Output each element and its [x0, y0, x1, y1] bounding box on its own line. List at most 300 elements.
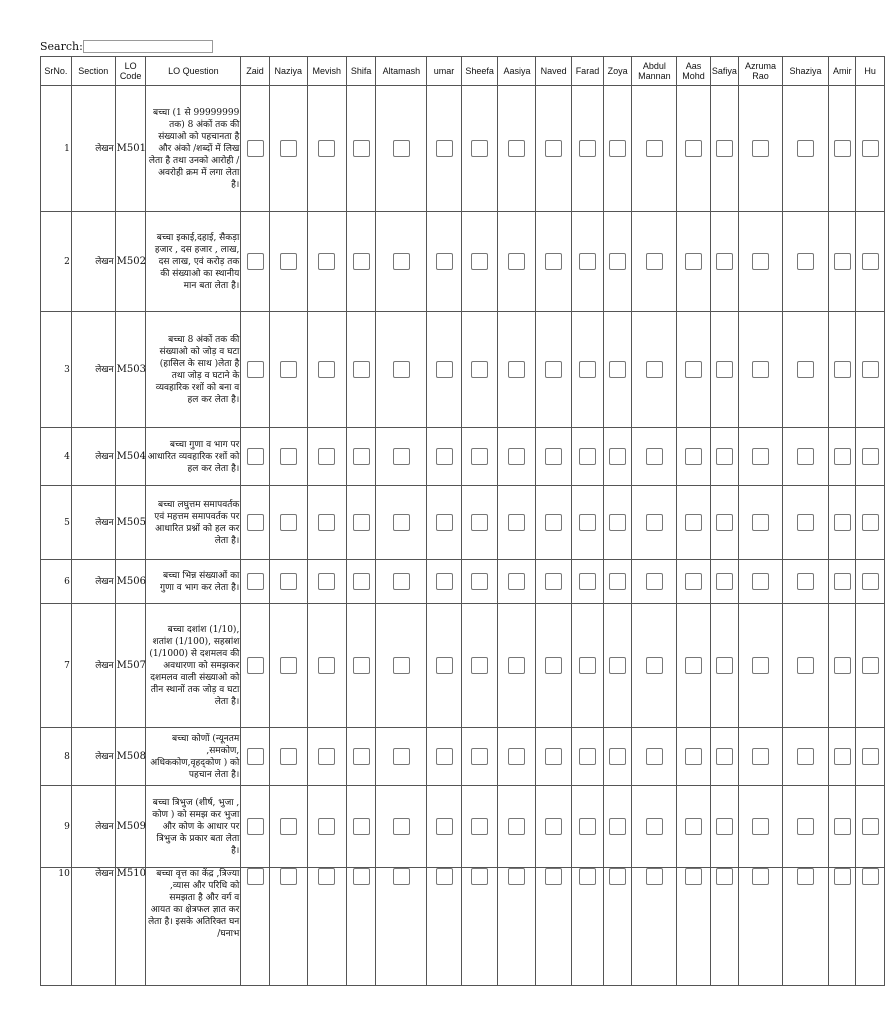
cell-checkbox [829, 486, 856, 560]
attendance-checkbox[interactable] [318, 253, 335, 270]
attendance-checkbox[interactable] [436, 361, 453, 378]
attendance-checkbox[interactable] [436, 573, 453, 590]
attendance-checkbox[interactable] [752, 657, 769, 674]
cell-checkbox [269, 868, 307, 986]
attendance-checkbox[interactable] [579, 573, 596, 590]
attendance-checkbox[interactable] [247, 748, 264, 765]
attendance-checkbox[interactable] [436, 868, 453, 885]
attendance-checkbox[interactable] [646, 818, 663, 835]
attendance-checkbox[interactable] [752, 573, 769, 590]
attendance-checkbox[interactable] [797, 361, 814, 378]
attendance-checkbox[interactable] [318, 748, 335, 765]
cell-srno: 10 [41, 868, 72, 986]
search-input[interactable] [83, 40, 213, 53]
attendance-checkbox[interactable] [609, 748, 626, 765]
attendance-checkbox[interactable] [353, 361, 370, 378]
cell-checkbox [603, 868, 631, 986]
attendance-checkbox[interactable] [862, 657, 879, 674]
cell-checkbox [856, 86, 885, 212]
col-student: Zoya [603, 57, 631, 86]
attendance-checkbox[interactable] [247, 573, 264, 590]
attendance-checkbox[interactable] [685, 361, 702, 378]
attendance-checkbox[interactable] [862, 748, 879, 765]
attendance-checkbox[interactable] [797, 253, 814, 270]
attendance-checkbox[interactable] [280, 514, 297, 531]
attendance-checkbox[interactable] [318, 868, 335, 885]
cell-checkbox [710, 786, 738, 868]
attendance-checkbox[interactable] [545, 361, 562, 378]
cell-checkbox [241, 212, 269, 312]
attendance-checkbox[interactable] [247, 818, 264, 835]
cell-checkbox [346, 604, 376, 728]
attendance-checkbox[interactable] [280, 818, 297, 835]
col-student: Shifa [346, 57, 376, 86]
cell-srno: 5 [41, 486, 72, 560]
cell-checkbox [307, 868, 346, 986]
attendance-checkbox[interactable] [280, 868, 297, 885]
attendance-checkbox[interactable] [393, 573, 410, 590]
attendance-checkbox[interactable] [834, 657, 851, 674]
cell-lo-question: बच्चा त्रिभुज (शीर्ष, भुजा , कोण ) को समझ कर भुजा और कोण के आधार पर त्रिभुज के प्रकार बता लेता है। [146, 786, 241, 868]
cell-checkbox [376, 312, 427, 428]
cell-checkbox [829, 604, 856, 728]
attendance-checkbox[interactable] [609, 868, 626, 885]
col-student: Zaid [241, 57, 269, 86]
attendance-checkbox[interactable] [508, 253, 525, 270]
attendance-checkbox[interactable] [545, 253, 562, 270]
table-row [41, 428, 885, 486]
attendance-checkbox[interactable] [579, 657, 596, 674]
cell-srno: 1 [41, 86, 72, 212]
attendance-checkbox[interactable] [834, 140, 851, 157]
attendance-checkbox[interactable] [353, 448, 370, 465]
cell-checkbox [677, 212, 710, 312]
attendance-checkbox[interactable] [280, 657, 297, 674]
cell-checkbox [632, 428, 677, 486]
cell-lo-code: M505 [115, 486, 146, 560]
attendance-checkbox[interactable] [716, 657, 733, 674]
col-student: Azruma Rao [739, 57, 783, 86]
attendance-checkbox[interactable] [247, 448, 264, 465]
cell-checkbox [782, 212, 828, 312]
cell-section: लेखन [71, 560, 115, 604]
lo-table [40, 56, 885, 986]
attendance-checkbox[interactable] [353, 140, 370, 157]
cell-checkbox [739, 312, 783, 428]
attendance-checkbox[interactable] [834, 448, 851, 465]
attendance-checkbox[interactable] [508, 657, 525, 674]
attendance-checkbox[interactable] [508, 868, 525, 885]
cell-checkbox [856, 212, 885, 312]
attendance-checkbox[interactable] [545, 657, 562, 674]
table-row [41, 786, 885, 868]
attendance-checkbox[interactable] [508, 361, 525, 378]
attendance-checkbox[interactable] [508, 140, 525, 157]
cell-checkbox [829, 786, 856, 868]
attendance-checkbox[interactable] [393, 868, 410, 885]
attendance-checkbox[interactable] [318, 818, 335, 835]
attendance-checkbox[interactable] [752, 748, 769, 765]
attendance-checkbox[interactable] [247, 868, 264, 885]
attendance-checkbox[interactable] [862, 253, 879, 270]
attendance-checkbox[interactable] [834, 573, 851, 590]
attendance-checkbox[interactable] [609, 573, 626, 590]
cell-checkbox [427, 428, 461, 486]
cell-lo-code: M501 [115, 86, 146, 212]
cell-checkbox [346, 486, 376, 560]
cell-section: लेखन [71, 786, 115, 868]
cell-lo-code: M502 [115, 212, 146, 312]
cell-checkbox [782, 86, 828, 212]
attendance-checkbox[interactable] [716, 361, 733, 378]
col-student: umar [427, 57, 461, 86]
attendance-checkbox[interactable] [247, 514, 264, 531]
cell-checkbox [461, 212, 498, 312]
attendance-checkbox[interactable] [393, 140, 410, 157]
cell-checkbox [346, 728, 376, 786]
cell-checkbox [603, 312, 631, 428]
attendance-checkbox[interactable] [752, 818, 769, 835]
cell-checkbox [856, 486, 885, 560]
cell-checkbox [427, 86, 461, 212]
attendance-checkbox[interactable] [545, 448, 562, 465]
cell-checkbox [632, 868, 677, 986]
attendance-checkbox[interactable] [318, 361, 335, 378]
attendance-checkbox[interactable] [579, 514, 596, 531]
attendance-checkbox[interactable] [393, 818, 410, 835]
cell-checkbox [307, 604, 346, 728]
cell-checkbox [677, 560, 710, 604]
attendance-checkbox[interactable] [280, 140, 297, 157]
attendance-checkbox[interactable] [318, 140, 335, 157]
attendance-checkbox[interactable] [247, 140, 264, 157]
attendance-checkbox[interactable] [393, 361, 410, 378]
attendance-checkbox[interactable] [797, 140, 814, 157]
attendance-checkbox[interactable] [862, 868, 879, 885]
attendance-checkbox[interactable] [353, 748, 370, 765]
cell-checkbox [571, 486, 603, 560]
col-student: Abdul Mannan [632, 57, 677, 86]
cell-checkbox [632, 728, 677, 786]
cell-checkbox [571, 868, 603, 986]
attendance-checkbox[interactable] [545, 818, 562, 835]
attendance-checkbox[interactable] [545, 748, 562, 765]
attendance-checkbox[interactable] [716, 818, 733, 835]
attendance-checkbox[interactable] [752, 448, 769, 465]
cell-checkbox [346, 786, 376, 868]
table-row [41, 728, 885, 786]
cell-checkbox [346, 86, 376, 212]
cell-checkbox [498, 486, 536, 560]
attendance-checkbox[interactable] [471, 748, 488, 765]
cell-checkbox [461, 560, 498, 604]
cell-checkbox [376, 86, 427, 212]
attendance-checkbox[interactable] [834, 868, 851, 885]
attendance-checkbox[interactable] [646, 361, 663, 378]
attendance-checkbox[interactable] [646, 514, 663, 531]
table-container [40, 56, 876, 1024]
cell-checkbox [461, 728, 498, 786]
cell-checkbox [498, 868, 536, 986]
col-student: Sheefa [461, 57, 498, 86]
attendance-checkbox[interactable] [646, 253, 663, 270]
attendance-checkbox[interactable] [471, 573, 488, 590]
cell-checkbox [739, 486, 783, 560]
cell-checkbox [829, 86, 856, 212]
attendance-checkbox[interactable] [545, 514, 562, 531]
attendance-checkbox[interactable] [646, 140, 663, 157]
attendance-checkbox[interactable] [752, 868, 769, 885]
attendance-checkbox[interactable] [508, 748, 525, 765]
cell-checkbox [632, 212, 677, 312]
cell-checkbox [856, 428, 885, 486]
attendance-checkbox[interactable] [797, 818, 814, 835]
attendance-checkbox[interactable] [280, 448, 297, 465]
attendance-checkbox[interactable] [471, 140, 488, 157]
attendance-checkbox[interactable] [436, 818, 453, 835]
cell-checkbox [536, 486, 572, 560]
attendance-checkbox[interactable] [862, 140, 879, 157]
attendance-checkbox[interactable] [716, 140, 733, 157]
attendance-checkbox[interactable] [685, 748, 702, 765]
attendance-checkbox[interactable] [280, 253, 297, 270]
attendance-checkbox[interactable] [471, 657, 488, 674]
attendance-checkbox[interactable] [609, 514, 626, 531]
attendance-checkbox[interactable] [471, 361, 488, 378]
cell-checkbox [536, 604, 572, 728]
cell-checkbox [571, 786, 603, 868]
cell-lo-code: M510 [115, 868, 146, 986]
cell-checkbox [427, 486, 461, 560]
attendance-checkbox[interactable] [579, 140, 596, 157]
attendance-checkbox[interactable] [716, 748, 733, 765]
cell-checkbox [346, 212, 376, 312]
cell-checkbox [427, 312, 461, 428]
cell-lo-question: बच्चा भिन्न संख्याओं का गुणा व भाग कर लेता है। [146, 560, 241, 604]
cell-checkbox [856, 604, 885, 728]
table-row [41, 212, 885, 312]
attendance-checkbox[interactable] [752, 514, 769, 531]
attendance-checkbox[interactable] [862, 361, 879, 378]
attendance-checkbox[interactable] [834, 748, 851, 765]
attendance-checkbox[interactable] [280, 748, 297, 765]
attendance-checkbox[interactable] [834, 361, 851, 378]
attendance-checkbox[interactable] [797, 748, 814, 765]
attendance-checkbox[interactable] [716, 573, 733, 590]
table-row [41, 312, 885, 428]
attendance-checkbox[interactable] [436, 140, 453, 157]
attendance-checkbox[interactable] [685, 868, 702, 885]
attendance-checkbox[interactable] [579, 748, 596, 765]
attendance-checkbox[interactable] [834, 514, 851, 531]
col-student: Hu [856, 57, 885, 86]
cell-checkbox [710, 728, 738, 786]
header-row [41, 57, 885, 86]
cell-checkbox [241, 486, 269, 560]
search-bar [40, 40, 213, 53]
attendance-checkbox[interactable] [579, 868, 596, 885]
attendance-checkbox[interactable] [508, 818, 525, 835]
cell-checkbox [782, 786, 828, 868]
attendance-checkbox[interactable] [685, 253, 702, 270]
attendance-checkbox[interactable] [353, 818, 370, 835]
attendance-checkbox[interactable] [393, 748, 410, 765]
attendance-checkbox[interactable] [646, 573, 663, 590]
attendance-checkbox[interactable] [579, 253, 596, 270]
attendance-checkbox[interactable] [797, 448, 814, 465]
attendance-checkbox[interactable] [752, 361, 769, 378]
attendance-checkbox[interactable] [508, 573, 525, 590]
cell-srno: 2 [41, 212, 72, 312]
cell-checkbox [782, 728, 828, 786]
attendance-checkbox[interactable] [318, 514, 335, 531]
attendance-checkbox[interactable] [862, 573, 879, 590]
attendance-checkbox[interactable] [471, 514, 488, 531]
attendance-checkbox[interactable] [752, 140, 769, 157]
attendance-checkbox[interactable] [685, 818, 702, 835]
attendance-checkbox[interactable] [579, 448, 596, 465]
attendance-checkbox[interactable] [609, 253, 626, 270]
attendance-checkbox[interactable] [862, 514, 879, 531]
attendance-checkbox[interactable] [318, 573, 335, 590]
attendance-checkbox[interactable] [353, 253, 370, 270]
cell-section: लेखन [71, 212, 115, 312]
attendance-checkbox[interactable] [436, 448, 453, 465]
attendance-checkbox[interactable] [609, 448, 626, 465]
attendance-checkbox[interactable] [353, 573, 370, 590]
attendance-checkbox[interactable] [471, 868, 488, 885]
attendance-checkbox[interactable] [646, 868, 663, 885]
attendance-checkbox[interactable] [834, 818, 851, 835]
attendance-checkbox[interactable] [609, 657, 626, 674]
attendance-checkbox[interactable] [353, 514, 370, 531]
cell-checkbox [461, 86, 498, 212]
cell-srno: 8 [41, 728, 72, 786]
attendance-checkbox[interactable] [797, 573, 814, 590]
table-row [41, 560, 885, 604]
attendance-checkbox[interactable] [752, 253, 769, 270]
cell-lo-question: बच्चा कोणों (न्यूनतम ,समकोण, अधिककोण,वृहद्कोण ) को पहचान लेता है। [146, 728, 241, 786]
attendance-checkbox[interactable] [834, 253, 851, 270]
attendance-checkbox[interactable] [862, 818, 879, 835]
attendance-checkbox[interactable] [797, 514, 814, 531]
attendance-checkbox[interactable] [685, 657, 702, 674]
attendance-checkbox[interactable] [685, 140, 702, 157]
attendance-checkbox[interactable] [280, 361, 297, 378]
attendance-checkbox[interactable] [545, 573, 562, 590]
cell-checkbox [241, 312, 269, 428]
cell-checkbox [307, 312, 346, 428]
cell-checkbox [241, 604, 269, 728]
attendance-checkbox[interactable] [545, 140, 562, 157]
cell-checkbox [307, 212, 346, 312]
col-student: Shaziya [782, 57, 828, 86]
attendance-checkbox[interactable] [797, 868, 814, 885]
cell-checkbox [856, 560, 885, 604]
attendance-checkbox[interactable] [280, 573, 297, 590]
attendance-checkbox[interactable] [353, 868, 370, 885]
cell-section: लेखन [71, 86, 115, 212]
cell-checkbox [632, 560, 677, 604]
attendance-checkbox[interactable] [545, 868, 562, 885]
cell-lo-code: M509 [115, 786, 146, 868]
attendance-checkbox[interactable] [247, 657, 264, 674]
attendance-checkbox[interactable] [318, 657, 335, 674]
attendance-checkbox[interactable] [609, 140, 626, 157]
attendance-checkbox[interactable] [318, 448, 335, 465]
cell-checkbox [829, 312, 856, 428]
cell-checkbox [376, 212, 427, 312]
cell-checkbox [498, 786, 536, 868]
cell-checkbox [571, 312, 603, 428]
attendance-checkbox[interactable] [685, 448, 702, 465]
attendance-checkbox[interactable] [716, 253, 733, 270]
attendance-checkbox[interactable] [685, 514, 702, 531]
cell-checkbox [677, 868, 710, 986]
cell-lo-question: बच्चा दशांश (1/10), शतांश (1/100), सहस्रांश (1/1000) से दशमलव की अवधारणा को समझकर दशमलव वाली संख्याओ को तीन स्थानों तक जोड़ व घटा लेता है। [146, 604, 241, 728]
cell-checkbox [677, 786, 710, 868]
cell-checkbox [536, 728, 572, 786]
attendance-checkbox[interactable] [393, 253, 410, 270]
attendance-checkbox[interactable] [508, 514, 525, 531]
attendance-checkbox[interactable] [393, 514, 410, 531]
attendance-checkbox[interactable] [471, 818, 488, 835]
cell-checkbox [536, 86, 572, 212]
attendance-checkbox[interactable] [646, 448, 663, 465]
attendance-checkbox[interactable] [471, 448, 488, 465]
col-srno: SrNo. [41, 57, 72, 86]
attendance-checkbox[interactable] [579, 361, 596, 378]
cell-checkbox [782, 312, 828, 428]
cell-checkbox [241, 560, 269, 604]
attendance-checkbox[interactable] [436, 514, 453, 531]
attendance-checkbox[interactable] [862, 448, 879, 465]
attendance-checkbox[interactable] [685, 573, 702, 590]
attendance-checkbox[interactable] [247, 361, 264, 378]
cell-checkbox [427, 868, 461, 986]
attendance-checkbox[interactable] [716, 868, 733, 885]
cell-checkbox [782, 560, 828, 604]
attendance-checkbox[interactable] [609, 361, 626, 378]
cell-checkbox [710, 868, 738, 986]
attendance-checkbox[interactable] [508, 448, 525, 465]
attendance-checkbox[interactable] [609, 818, 626, 835]
attendance-checkbox[interactable] [646, 657, 663, 674]
attendance-checkbox[interactable] [247, 253, 264, 270]
attendance-checkbox[interactable] [353, 657, 370, 674]
cell-checkbox [461, 428, 498, 486]
attendance-checkbox[interactable] [393, 448, 410, 465]
attendance-checkbox[interactable] [579, 818, 596, 835]
cell-checkbox [739, 868, 783, 986]
attendance-checkbox[interactable] [646, 748, 663, 765]
col-student: Naved [536, 57, 572, 86]
attendance-checkbox[interactable] [797, 657, 814, 674]
cell-checkbox [710, 212, 738, 312]
attendance-checkbox[interactable] [716, 448, 733, 465]
cell-checkbox [307, 428, 346, 486]
cell-srno: 4 [41, 428, 72, 486]
cell-lo-code: M504 [115, 428, 146, 486]
cell-checkbox [632, 312, 677, 428]
attendance-checkbox[interactable] [716, 514, 733, 531]
attendance-checkbox[interactable] [436, 253, 453, 270]
attendance-checkbox[interactable] [436, 657, 453, 674]
attendance-checkbox[interactable] [471, 253, 488, 270]
attendance-checkbox[interactable] [436, 748, 453, 765]
attendance-checkbox[interactable] [393, 657, 410, 674]
cell-checkbox [461, 604, 498, 728]
